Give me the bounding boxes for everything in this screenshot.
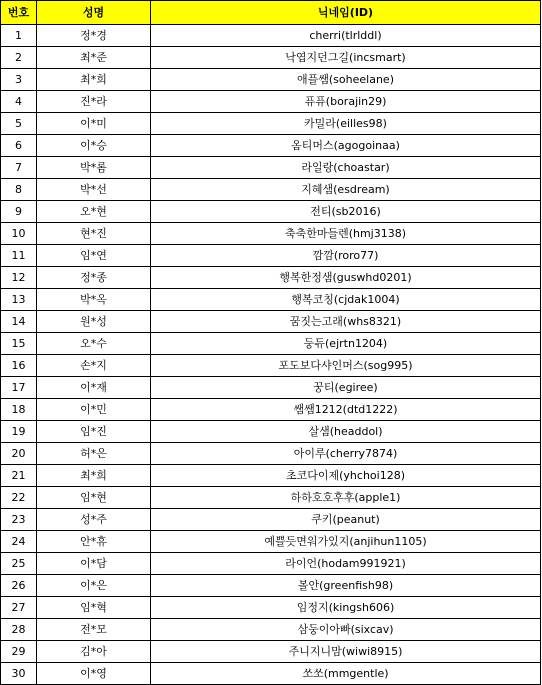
cell-name: 김*아 bbox=[37, 641, 151, 663]
cell-nickname: 초코다이제(yhchoi128) bbox=[151, 465, 541, 487]
cell-name: 진*라 bbox=[37, 91, 151, 113]
table-row bbox=[1, 399, 541, 421]
cell-number: 27 bbox=[1, 597, 37, 619]
cell-name: 박*옥 bbox=[37, 289, 151, 311]
cell-number: 24 bbox=[1, 531, 37, 553]
table-row bbox=[1, 25, 541, 47]
cell-name: 성*주 bbox=[37, 509, 151, 531]
cell-name: 박*선 bbox=[37, 179, 151, 201]
cell-nickname: 라일랑(choastar) bbox=[151, 157, 541, 179]
cell-number: 25 bbox=[1, 553, 37, 575]
cell-name: 최*준 bbox=[37, 47, 151, 69]
cell-name: 손*지 bbox=[37, 355, 151, 377]
cell-number: 23 bbox=[1, 509, 37, 531]
cell-name: 임*혁 bbox=[37, 597, 151, 619]
table-header-row bbox=[1, 1, 541, 25]
cell-nickname: 볼안(greenfish98) bbox=[151, 575, 541, 597]
cell-nickname: 전티(sb2016) bbox=[151, 201, 541, 223]
table-row bbox=[1, 509, 541, 531]
table-row bbox=[1, 69, 541, 91]
table-row bbox=[1, 333, 541, 355]
cell-nickname: 예쁠듯면워가있지(anjihun1105) bbox=[151, 531, 541, 553]
cell-name: 이*은 bbox=[37, 575, 151, 597]
cell-nickname: 카밀라(eilles98) bbox=[151, 113, 541, 135]
table-row bbox=[1, 267, 541, 289]
cell-nickname: cherri(tlrlddl) bbox=[151, 25, 541, 47]
table-row bbox=[1, 179, 541, 201]
cell-name: 최*희 bbox=[37, 465, 151, 487]
table-row bbox=[1, 575, 541, 597]
cell-nickname: 깜깜(roro77) bbox=[151, 245, 541, 267]
cell-number: 7 bbox=[1, 157, 37, 179]
cell-number: 28 bbox=[1, 619, 37, 641]
cell-number: 1 bbox=[1, 25, 37, 47]
cell-number: 3 bbox=[1, 69, 37, 91]
table-row bbox=[1, 553, 541, 575]
cell-number: 15 bbox=[1, 333, 37, 355]
table-row bbox=[1, 289, 541, 311]
cell-nickname: 둥듀(ejrtn1204) bbox=[151, 333, 541, 355]
cell-number: 26 bbox=[1, 575, 37, 597]
cell-name: 오*현 bbox=[37, 201, 151, 223]
cell-number: 5 bbox=[1, 113, 37, 135]
cell-number: 9 bbox=[1, 201, 37, 223]
cell-nickname: 퓨퓨(borajin29) bbox=[151, 91, 541, 113]
cell-number: 29 bbox=[1, 641, 37, 663]
table-row bbox=[1, 201, 541, 223]
cell-nickname: 포도보다샤인머스(sog995) bbox=[151, 355, 541, 377]
table-row bbox=[1, 641, 541, 663]
cell-name: 임*진 bbox=[37, 421, 151, 443]
cell-number: 4 bbox=[1, 91, 37, 113]
cell-nickname: 애플쌤(soheelane) bbox=[151, 69, 541, 91]
table-row bbox=[1, 47, 541, 69]
cell-nickname: 쏘쏘(mmgentle) bbox=[151, 663, 541, 685]
cell-nickname: 쌤쌤1212(dtd1222) bbox=[151, 399, 541, 421]
cell-name: 이*민 bbox=[37, 399, 151, 421]
cell-number: 10 bbox=[1, 223, 37, 245]
cell-number: 11 bbox=[1, 245, 37, 267]
cell-number: 16 bbox=[1, 355, 37, 377]
table-row bbox=[1, 663, 541, 685]
cell-name: 원*성 bbox=[37, 311, 151, 333]
cell-number: 30 bbox=[1, 663, 37, 685]
table-row bbox=[1, 135, 541, 157]
cell-nickname: 행복한정샘(guswhd0201) bbox=[151, 267, 541, 289]
table-row bbox=[1, 355, 541, 377]
cell-number: 13 bbox=[1, 289, 37, 311]
cell-nickname: 꿈짓는고래(whs8321) bbox=[151, 311, 541, 333]
cell-nickname: 살샘(headdol) bbox=[151, 421, 541, 443]
cell-number: 19 bbox=[1, 421, 37, 443]
table-row bbox=[1, 377, 541, 399]
header-name: 성명 bbox=[37, 1, 151, 25]
table-row bbox=[1, 421, 541, 443]
header-number: 번호 bbox=[1, 1, 37, 25]
cell-nickname: 꿍티(egiree) bbox=[151, 377, 541, 399]
table-row bbox=[1, 223, 541, 245]
cell-nickname: 아이루(cherry7874) bbox=[151, 443, 541, 465]
cell-nickname: 행복코칭(cjdak1004) bbox=[151, 289, 541, 311]
cell-number: 14 bbox=[1, 311, 37, 333]
table-row bbox=[1, 531, 541, 553]
cell-nickname: 축축한마들렌(hmj3138) bbox=[151, 223, 541, 245]
cell-number: 8 bbox=[1, 179, 37, 201]
cell-nickname: 옴티머스(agogoinaa) bbox=[151, 135, 541, 157]
table-row bbox=[1, 245, 541, 267]
cell-number: 21 bbox=[1, 465, 37, 487]
cell-name: 전*모 bbox=[37, 619, 151, 641]
table-row bbox=[1, 465, 541, 487]
cell-nickname: 라이언(hodam991921) bbox=[151, 553, 541, 575]
table-row bbox=[1, 487, 541, 509]
cell-name: 이*영 bbox=[37, 663, 151, 685]
cell-name: 이*미 bbox=[37, 113, 151, 135]
cell-name: 최*희 bbox=[37, 69, 151, 91]
cell-name: 임*연 bbox=[37, 245, 151, 267]
table-row bbox=[1, 619, 541, 641]
table-row bbox=[1, 157, 541, 179]
table-row bbox=[1, 597, 541, 619]
cell-nickname: 주니지니맘(wiwi8915) bbox=[151, 641, 541, 663]
cell-name: 박*롬 bbox=[37, 157, 151, 179]
cell-name: 이*승 bbox=[37, 135, 151, 157]
cell-number: 22 bbox=[1, 487, 37, 509]
cell-nickname: 지혜샘(esdream) bbox=[151, 179, 541, 201]
cell-name: 오*수 bbox=[37, 333, 151, 355]
cell-name: 이*재 bbox=[37, 377, 151, 399]
cell-name: 현*진 bbox=[37, 223, 151, 245]
cell-number: 17 bbox=[1, 377, 37, 399]
cell-nickname: 임정지(kingsh606) bbox=[151, 597, 541, 619]
cell-number: 20 bbox=[1, 443, 37, 465]
cell-name: 정*경 bbox=[37, 25, 151, 47]
cell-number: 12 bbox=[1, 267, 37, 289]
header-nickname: 닉네임(ID) bbox=[151, 1, 541, 25]
table-row bbox=[1, 91, 541, 113]
table-row bbox=[1, 113, 541, 135]
cell-nickname: 삼둥이아빠(sixcav) bbox=[151, 619, 541, 641]
cell-name: 안*휴 bbox=[37, 531, 151, 553]
table-row bbox=[1, 311, 541, 333]
cell-name: 이*담 bbox=[37, 553, 151, 575]
cell-number: 6 bbox=[1, 135, 37, 157]
table-row bbox=[1, 443, 541, 465]
cell-number: 2 bbox=[1, 47, 37, 69]
cell-number: 18 bbox=[1, 399, 37, 421]
cell-nickname: 쿠키(peanut) bbox=[151, 509, 541, 531]
cell-nickname: 하하호호후후(apple1) bbox=[151, 487, 541, 509]
cell-name: 정*종 bbox=[37, 267, 151, 289]
cell-name: 임*현 bbox=[37, 487, 151, 509]
cell-nickname: 낙엽지던그길(incsmart) bbox=[151, 47, 541, 69]
cell-name: 허*은 bbox=[37, 443, 151, 465]
